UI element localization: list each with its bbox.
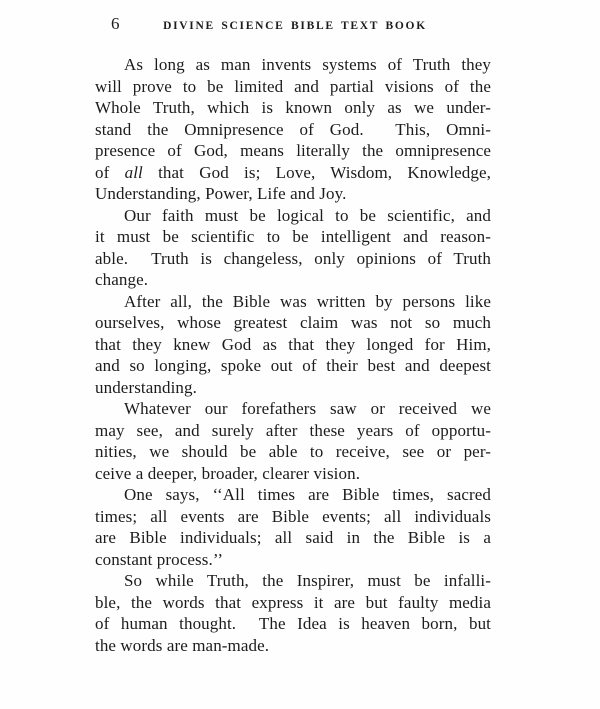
text-line: of human thought. The Idea is heaven born, but — [95, 614, 491, 633]
text-line: that they knew God as that they longed for Him, — [95, 334, 491, 354]
paragraph — [95, 398, 491, 484]
italic-text: all — [124, 162, 143, 182]
text-line: will prove to be limited and partial visions of the — [95, 76, 491, 96]
text-line — [95, 162, 491, 184]
text-line: Understanding, Power, Life and Joy. — [95, 184, 347, 203]
paragraph — [95, 570, 491, 656]
text-line: stand the Omnipresence of God. This, Omni- — [95, 119, 491, 139]
text-line: One says, ‘‘All times are Bible times, sacred — [124, 485, 491, 504]
text-line: change. — [95, 270, 149, 289]
text-line: ourselves, whose greatest claim was not so much — [95, 313, 491, 332]
text-segment: that God is; Love, Wisdom, Knowledge, — [142, 162, 491, 182]
text-line: constant process.’’ — [95, 549, 224, 569]
text-segment: of — [95, 162, 125, 182]
text-line: Whole Truth, which is known only as we under- — [95, 98, 491, 117]
running-head-title: DIVINE SCIENCE BIBLE TEXT BOOK — [163, 20, 427, 32]
paragraph — [95, 54, 491, 205]
text-line: After all, the Bible was written by persons like — [124, 291, 491, 311]
text-line: and so longing, spoke out of their best and deepest — [95, 356, 491, 375]
text-line: may see, and surely after these years of opportu- — [95, 420, 491, 440]
text-line: able. Truth is changeless, only opinions of Truth — [95, 248, 491, 268]
page-body — [95, 54, 491, 656]
text-line: ble, the words that express it are but faulty media — [95, 592, 491, 612]
text-line: Our faith must be logical to be scientific, and — [124, 205, 491, 225]
paragraph — [95, 484, 491, 570]
text-line: are Bible individuals; all said in the Bible is a — [95, 528, 491, 547]
text-line: nities, we should be able to receive, see or per- — [95, 442, 491, 461]
text-line: Whatever our forefathers saw or received we — [124, 399, 491, 418]
text-line: So while Truth, the Inspirer, must be infalli- — [124, 571, 491, 590]
page-number: 6 — [111, 14, 120, 33]
paragraph — [95, 291, 491, 399]
text-line: understanding. — [95, 377, 197, 397]
text-line: times; all events are Bible events; all individuals — [95, 506, 491, 526]
text-line: ceive a deeper, broader, clearer vision. — [95, 463, 361, 483]
paragraph — [95, 205, 491, 291]
text-line: presence of God, means literally the omnipresence — [95, 141, 491, 160]
text-line: As long as man invents systems of Truth they — [124, 55, 491, 74]
text-line: the words are man-made. — [95, 635, 270, 655]
text-line: it must be scientific to be intelligent and reason- — [95, 227, 491, 246]
